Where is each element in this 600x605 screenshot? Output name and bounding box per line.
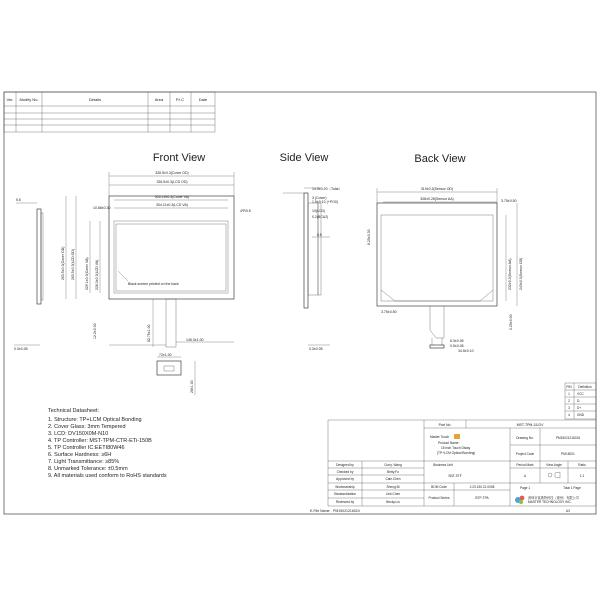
tech-title: Technical Datasheet： [48,408,104,414]
side-oca: 1.5±0.10 (+PO0) [312,200,338,204]
black-screen-note: Black screen printed on the back [128,282,179,286]
tech-item-8: 8. Unmarked Tolerance: ±0.5mm [48,466,128,472]
front-cover-od: 326.5±0.3(Cover OD) [155,171,189,175]
project-code-label: Project Code [515,452,535,456]
side-dim-5-5: 5.5 [317,233,322,237]
drawing-no-label: Drawing No. [516,436,534,440]
side-tp: 0.2(BCA2) [312,215,329,219]
front-view [61,171,251,395]
period-mark-value: A [523,474,527,478]
front-vert-lcd-va: 228.3±0.3(LCD VA) [95,259,99,290]
pin-header-def: Definition [578,385,592,389]
bom-code-label: BOM Code [431,485,447,489]
sheet-size: A3 [566,509,570,513]
pin-1-def: VCC [577,392,584,396]
checked-by-label: Checked by [336,470,354,474]
tech-item-4: 4. TP Controller: MST-TPM-CTR-ETi-150B [48,438,152,444]
pin-3: 3 [568,406,570,410]
product-series-value: BTP-TPA [475,496,489,500]
page-label: Page 1 [519,486,531,490]
side-total: 14.5±0.20（Total） [312,187,342,191]
projection-symbol-icon [548,473,552,477]
period-mark-label: Period Mark [516,463,534,467]
front-connector-width: 72±1.00 [159,353,172,357]
tech-item-2: 2. Cover Glass: 3mm Tempered [48,424,126,430]
back-sensor-aa-label: 308±0.28(Sensor AA) [420,197,454,201]
view-angle-label: View Angle [546,463,562,467]
reviewed-by-value: Becky.Liu [386,500,400,504]
tech-item-5: 5. TP Controller IC:EETI80W46 [48,445,125,451]
designed-by-value: Curry. Wang [384,463,402,467]
pin-table [565,383,596,419]
rev-header-pic: P.I.C [175,97,185,102]
workmanship-label: Workmanship [335,485,355,489]
rev-header-date: Date [198,97,208,102]
pin-2: 2 [568,399,570,403]
rev-header-ver: Ver. [6,97,14,102]
front-left-gap: 10.68±0.30 [93,206,111,210]
side-cover: 3 (Cover) [312,196,327,200]
tech-item-7: 7. Light Transmittance: ≥85% [48,459,120,465]
business-unit-label: Business Unit [433,463,453,467]
standardization-value: Link.Chen [385,492,401,496]
back-view [367,187,523,353]
back-fpc-dim3: 34.5±0.10 [458,349,474,353]
front-cover-va: 305.13±0.3(Cover VA) [154,195,190,199]
back-sensor-aa [381,215,493,301]
back-fpc [430,306,444,338]
front-view-title: Front View [152,152,206,164]
efile-label: E-File Name: [310,509,331,513]
efile-value: PM15021216024 [333,509,360,513]
designed-by-label: Designed by [336,463,354,467]
back-right-gap: 3.75±0.50 [501,199,517,203]
revision-table [4,92,215,132]
back-left-gap: 8.25±0.30 [367,229,371,245]
rev-header-modify: Modify No. [19,97,39,102]
side-view [283,186,342,351]
front-lcd-va: 304.11±0.3(LCD VA) [156,203,188,207]
product-name-1: 15 inch Touch Dislay [441,446,471,450]
ratio-value: 1:1 [579,474,585,478]
pin-4: 4 [568,413,570,417]
rev-header-area: Area [154,97,164,102]
back-fpc-dim1: 6.3±0.05 [450,339,464,343]
front-connector [157,361,181,375]
back-bottom-gap: 3.75±0.50 [381,310,397,314]
pin-4-def: GND [577,413,585,417]
left-edge-view [14,198,43,351]
front-connector-height: 28±1.00 [190,380,194,393]
front-fpc-tail [166,299,176,347]
brand-name: Master Touch [430,435,450,439]
bom-code-value: 2.23.150.21.0008 [469,485,495,489]
standardization-label: Standardization [333,492,357,496]
front-corner-radius: 4*R0.5 [240,209,251,213]
product-series-label: Product Series [428,496,450,500]
tech-item-3: 3. LCD: DV150X0M-N10 [48,431,109,437]
front-fpc-offset: 12.2±0.30 [93,323,97,339]
pin-2-def: D- [577,399,581,403]
product-name-label: Product Name： [438,441,462,445]
back-vert-sensor-od: 243±0.3(Sensor OD) [519,257,523,290]
left-dim-5-5: 5.5 [16,198,21,202]
front-vert-lcd-od: 263.5±0.3(LCD OD) [71,248,75,280]
side-glass [304,193,308,308]
back-fpc-dim2: 0.5±0.05 [450,344,464,348]
front-fpc-pos: 145.3±1.00 [186,338,204,342]
side-lcd-thick: 10(LCD) [312,209,326,213]
side-bottom: 0.3±0.05 [309,347,323,351]
company-en: MASTER TECHNOLOGY INC. [528,500,572,504]
front-lcd-od: 326.5±0.3(LCD OD) [156,180,188,184]
product-name-2: (TP+LCM Optical Bonding) [437,451,476,455]
approved-by-label: Approved by [336,477,354,481]
rev-header-details: Details [88,97,102,102]
tech-item-9: 9. All materials used conform to RoHS standards [48,473,167,479]
back-right-bottom: 2.25±0.50 [509,314,513,330]
ratio-label: Ratio [578,463,586,467]
left-dim-thick: 0.3±0.05 [14,347,28,351]
checked-by-value: Betty.Fu [387,470,399,474]
back-sensor-od-label: 319±0.3(Sensor OD) [420,187,454,191]
back-sensor-od [377,203,497,306]
title-block [310,420,596,513]
pin-3-def: D+ [577,406,582,410]
pin-header-pin: PIN [566,385,572,389]
brand-logo-icon [454,434,460,439]
side-view-title: Side View [279,152,329,164]
workmanship-value: Sheng.Bi [386,485,400,489]
project-code-value: PM15021 [561,452,575,456]
pin-1: 1 [568,392,570,396]
front-fpc-length: 82.75±1.00 [147,324,151,342]
part-no-value: MST-TPM-15-DV [516,423,544,427]
company-cn: 深圳市莫斯特科技（惠州）有限公司 [528,496,579,500]
part-no-label: Part No. [438,423,452,427]
drawing-no-value: PM15021216024 [555,436,581,440]
front-vert-cover-va: 229.1±0.3(Cover VA) [85,257,89,290]
business-unit-value: SNT-STF [448,474,462,478]
tech-item-1: 1. Structure: TP+LCM Optical Bonding [48,417,142,423]
approved-by-value: Cale.Chen [385,477,401,481]
back-vert-sensor-aa: 232±0.3(Sensor AA) [508,258,512,290]
total-page-label: Total 1 Page [563,486,581,490]
tech-item-6: 6. Surface Hardness: ≥6H [48,452,112,458]
technical-datasheet [48,408,167,479]
reviewed-by-label: Reviewed by [335,500,355,504]
front-vert-cover-od: 263.5±0.3(Cover OD) [61,246,65,280]
back-view-title: Back View [414,153,466,165]
